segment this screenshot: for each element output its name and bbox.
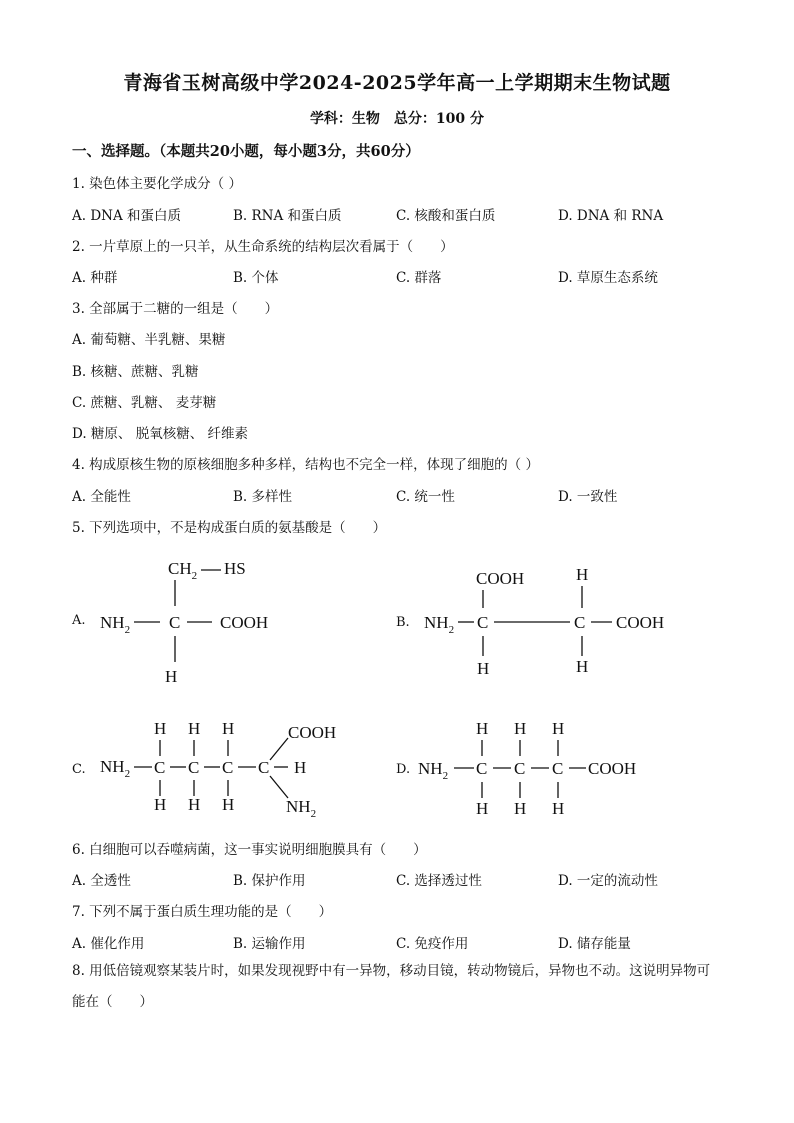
question-1-option-d: D. DNA 和 RNA	[558, 208, 664, 224]
question-6-option-d: D. 一定的流动性	[558, 873, 658, 889]
question-7-option-c: C. 免疫作用	[396, 936, 469, 952]
question-3-option-c: C. 蔗糖、乳糖、 麦芽糖	[72, 395, 217, 411]
question-3-option-a: A. 葡萄糖、半乳糖、果糖	[72, 332, 226, 348]
question-2-option-d: D. 草原生态系统	[558, 270, 658, 286]
svg-text:NH2: $NH_2$	[286, 797, 317, 820]
svg-text:C: C	[477, 613, 489, 632]
svg-text:H: H	[576, 657, 589, 676]
svg-text:NH2: $NH_2$	[100, 613, 131, 636]
question-6-option-b: B. 保护作用	[233, 873, 306, 889]
question-4-option-d: D. 一致性	[558, 489, 618, 505]
svg-text:C: C	[258, 758, 270, 777]
svg-text:H: H	[576, 565, 589, 584]
svg-text:H: H	[222, 719, 235, 738]
question-7-option-a: A. 催化作用	[72, 936, 145, 952]
question-4-option-a: A. 全能性	[72, 489, 131, 505]
svg-text:H: H	[222, 795, 235, 814]
svg-text:COOH: COOH	[616, 613, 665, 632]
question-1-option-c: C. 核酸和蛋白质	[396, 208, 496, 224]
svg-text:COOH: COOH	[476, 569, 525, 588]
svg-text:H: H	[552, 719, 565, 738]
question-2-option-c: C. 群落	[396, 270, 442, 286]
svg-text:C: C	[188, 758, 200, 777]
molecule-d-diagram	[416, 712, 666, 822]
svg-text:H: H	[154, 795, 167, 814]
question-3-option-b: B. 核糖、蔗糖、乳糖	[72, 364, 199, 380]
svg-text:C: C	[222, 758, 234, 777]
question-1-option-a: A. DNA 和蛋白质	[72, 208, 182, 224]
svg-text:H: H	[188, 719, 201, 738]
svg-text:NH2: $NH_2$	[100, 757, 131, 780]
svg-text:HS: HS	[224, 559, 246, 578]
svg-text:H: H	[514, 799, 527, 818]
svg-text:H: H	[477, 659, 490, 678]
svg-text:NH2: $NH_2$	[418, 759, 449, 782]
svg-text:C: C	[552, 759, 564, 778]
svg-text:COOH: COOH	[588, 759, 637, 778]
svg-text:COOH: COOH	[220, 613, 269, 632]
question-7-option-b: B. 运输作用	[233, 936, 306, 952]
question-2-option-a: A. 种群	[72, 270, 118, 286]
question-1-option-b: B. RNA 和蛋白质	[233, 208, 342, 224]
question-7-stem: 7. 下列不属于蛋白质生理功能的是（ ）	[72, 904, 333, 920]
section-heading: 一、选择题。（本题共20小题，每小题3分，共60分）	[72, 143, 420, 160]
svg-text:H: H	[476, 719, 489, 738]
svg-text:H: H	[294, 758, 307, 777]
question-5-option-b: B.	[396, 615, 410, 630]
molecule-c-diagram	[98, 712, 348, 822]
svg-text:C: C	[514, 759, 526, 778]
question-5-option-c: C.	[72, 762, 86, 777]
svg-text:C: C	[476, 759, 488, 778]
molecule-a-diagram	[96, 550, 276, 690]
question-5-option-d: D.	[396, 762, 411, 777]
svg-text:H: H	[514, 719, 527, 738]
svg-text:C: C	[169, 613, 181, 632]
question-4-option-c: C. 统一性	[396, 489, 455, 505]
question-3-option-d: D. 糖原、 脱氧核糖、 纤维素	[72, 426, 249, 442]
question-4-option-b: B. 多样性	[233, 489, 293, 505]
svg-text:H: H	[476, 799, 489, 818]
question-8-stem: 8. 用低倍镜观察某装片时，如果发现视野中有一异物，移动目镜，转动物镜后，异物也不动。这说明异物可能在（ ）	[72, 963, 711, 1010]
svg-text:C: C	[154, 758, 166, 777]
svg-text:NH2: $NH_2$	[424, 613, 455, 636]
question-7-option-d: D. 储存能量	[558, 936, 631, 952]
svg-text:COOH: COOH	[288, 723, 337, 742]
question-2-option-b: B. 个体	[233, 270, 279, 286]
question-2-stem: 2. 一片草原上的一只羊，从生命系统的结构层次看属于（ ）	[72, 239, 454, 255]
page-title: 青海省玉树高级中学2024-2025学年高一上学期期末生物试题	[123, 72, 671, 94]
svg-text:H: H	[552, 799, 565, 818]
question-5-stem: 5. 下列选项中，不是构成蛋白质的氨基酸是（ ）	[72, 520, 387, 536]
question-3-stem: 3. 全部属于二糖的一组是（ ）	[72, 301, 279, 317]
svg-text:H: H	[154, 719, 167, 738]
svg-text:H: H	[165, 667, 178, 686]
svg-text:H: H	[188, 795, 201, 814]
svg-text:CH2: $CH_2$	[168, 559, 198, 582]
question-4-stem: 4. 构成原核生物的原核细胞多种多样，结构也不完全一样，体现了细胞的（ ）	[72, 457, 539, 473]
question-5-option-a: A.	[72, 613, 86, 628]
page-subtitle: 学科：生物 总分：100 分	[309, 111, 485, 127]
question-6-stem: 6. 白细胞可以吞噬病菌，这一事实说明细胞膜具有（ ）	[72, 842, 427, 858]
question-6-option-a: A. 全透性	[72, 873, 131, 889]
question-1-stem: 1. 染色体主要化学成分（ ）	[72, 176, 242, 192]
svg-text:C: C	[574, 613, 586, 632]
molecule-b-diagram	[420, 560, 670, 680]
question-6-option-c: C. 选择透过性	[396, 873, 482, 889]
